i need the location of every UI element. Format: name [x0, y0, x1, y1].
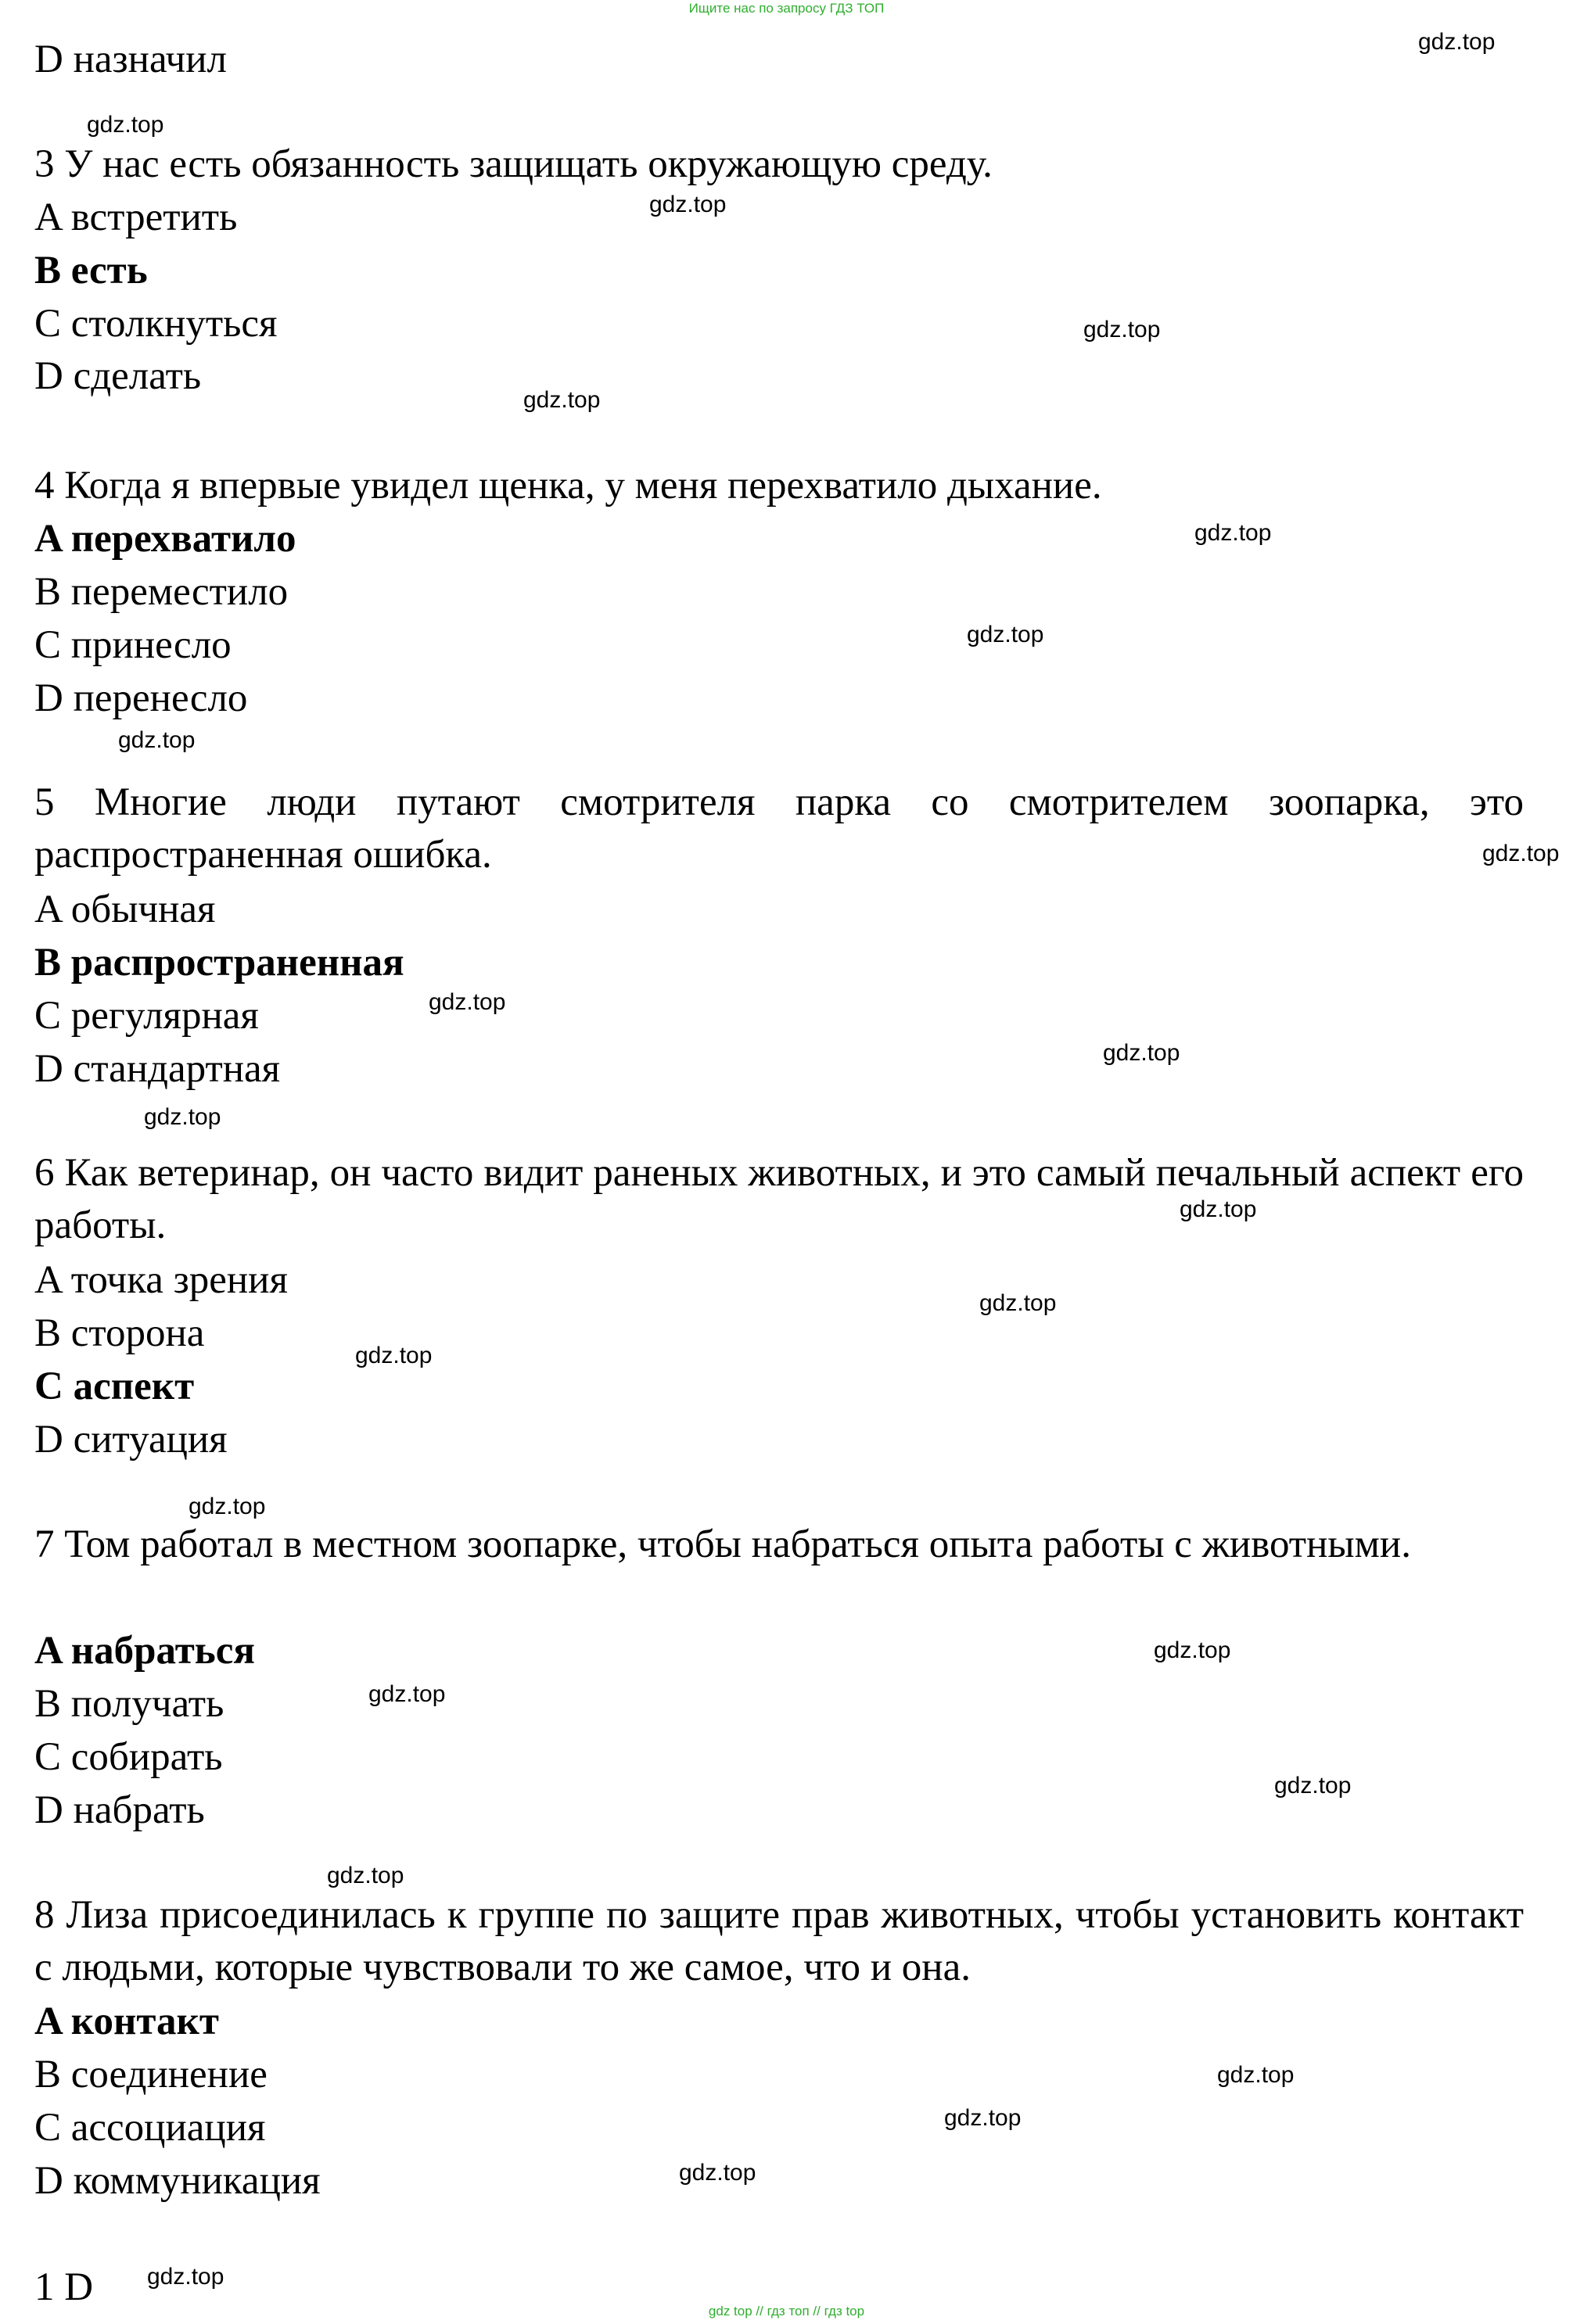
- answer-option: D назначил: [34, 38, 227, 81]
- watermark: gdz.top: [944, 2105, 1022, 2131]
- answer-option: D стандартная: [34, 1047, 281, 1091]
- question-7: 7 Том работал в местном зоопарке, чтобы набраться опыта работы с животными.: [34, 1522, 1411, 1566]
- correct-answer: B есть: [34, 249, 148, 292]
- question-6: 6 Как ветеринар, он часто видит раненых животных, и это самый печальный аспект его работы.: [34, 1151, 1524, 1247]
- question-8: 8 Лиза присоединилась к группе по защите прав животных, чтобы установить контакт с людьми, которые чувствовали то же самое, что и она.: [34, 1893, 1524, 1989]
- answer-option: C собирать: [34, 1735, 223, 1779]
- answer-option: C регулярная: [34, 994, 259, 1038]
- watermark: gdz.top: [979, 1290, 1057, 1316]
- question-4: 4 Когда я впервые увидел щенка, у меня перехватило дыхание.: [34, 464, 1102, 507]
- answer-option: D коммуникация: [34, 2159, 321, 2203]
- watermark: gdz.top: [523, 387, 601, 413]
- watermark: gdz.top: [189, 1494, 266, 1519]
- watermark: gdz.top: [1194, 520, 1272, 546]
- answer-option: B получать: [34, 1682, 224, 1726]
- answer-option: C столкнуться: [34, 302, 278, 346]
- watermark: gdz.top: [1154, 1637, 1231, 1663]
- watermark: gdz.top: [368, 1681, 446, 1707]
- answer-option: B сторона: [34, 1311, 205, 1355]
- watermark: gdz.top: [679, 2160, 756, 2186]
- watermark: gdz.top: [1083, 317, 1161, 343]
- watermark: gdz.top: [1103, 1040, 1180, 1066]
- correct-answer: A перехватило: [34, 517, 296, 561]
- watermark: gdz.top: [87, 112, 164, 138]
- question-3: 3 У нас есть обязанность защищать окружающую среду.: [34, 142, 993, 186]
- answer-option: D сделать: [34, 354, 202, 398]
- correct-answer: A набраться: [34, 1629, 255, 1673]
- answer-summary: 1 D: [34, 2265, 94, 2309]
- answer-option: A обычная: [34, 888, 216, 931]
- bottom-banner: gdz top // гдз топ // гдз top: [708, 2304, 865, 2319]
- answer-option: D набрать: [34, 1788, 205, 1832]
- answer-option: B соединение: [34, 2053, 268, 2096]
- answer-option: A встретить: [34, 195, 238, 239]
- watermark: gdz.top: [147, 2264, 224, 2290]
- watermark: gdz.top: [967, 622, 1044, 647]
- watermark: gdz.top: [1217, 2062, 1295, 2088]
- watermark: gdz.top: [649, 192, 727, 217]
- watermark: gdz.top: [1180, 1196, 1257, 1222]
- answer-option: C ассоциация: [34, 2106, 266, 2150]
- answer-option: A точка зрения: [34, 1258, 288, 1302]
- watermark: gdz.top: [144, 1104, 221, 1130]
- watermark: gdz.top: [1418, 29, 1496, 55]
- answer-option: D ситуация: [34, 1418, 228, 1461]
- watermark: gdz.top: [1482, 841, 1560, 866]
- watermark: gdz.top: [429, 989, 506, 1015]
- correct-answer: C аспект: [34, 1365, 195, 1408]
- answer-option: C принесло: [34, 623, 232, 667]
- watermark: gdz.top: [355, 1343, 433, 1368]
- answer-option: D перенесло: [34, 676, 248, 720]
- top-banner: Ищите нас по запросу ГДЗ ТОП: [688, 1, 885, 16]
- correct-answer: B распространенная: [34, 941, 404, 984]
- watermark: gdz.top: [327, 1863, 404, 1888]
- question-5: 5 Многие люди путают смотрителя парка со смотрителем зоопарка, это распространенная ошибка.: [34, 780, 1524, 877]
- watermark: gdz.top: [1274, 1773, 1352, 1799]
- answer-option: B переместило: [34, 570, 289, 614]
- correct-answer: A контакт: [34, 1999, 219, 2043]
- watermark: gdz.top: [118, 727, 196, 753]
